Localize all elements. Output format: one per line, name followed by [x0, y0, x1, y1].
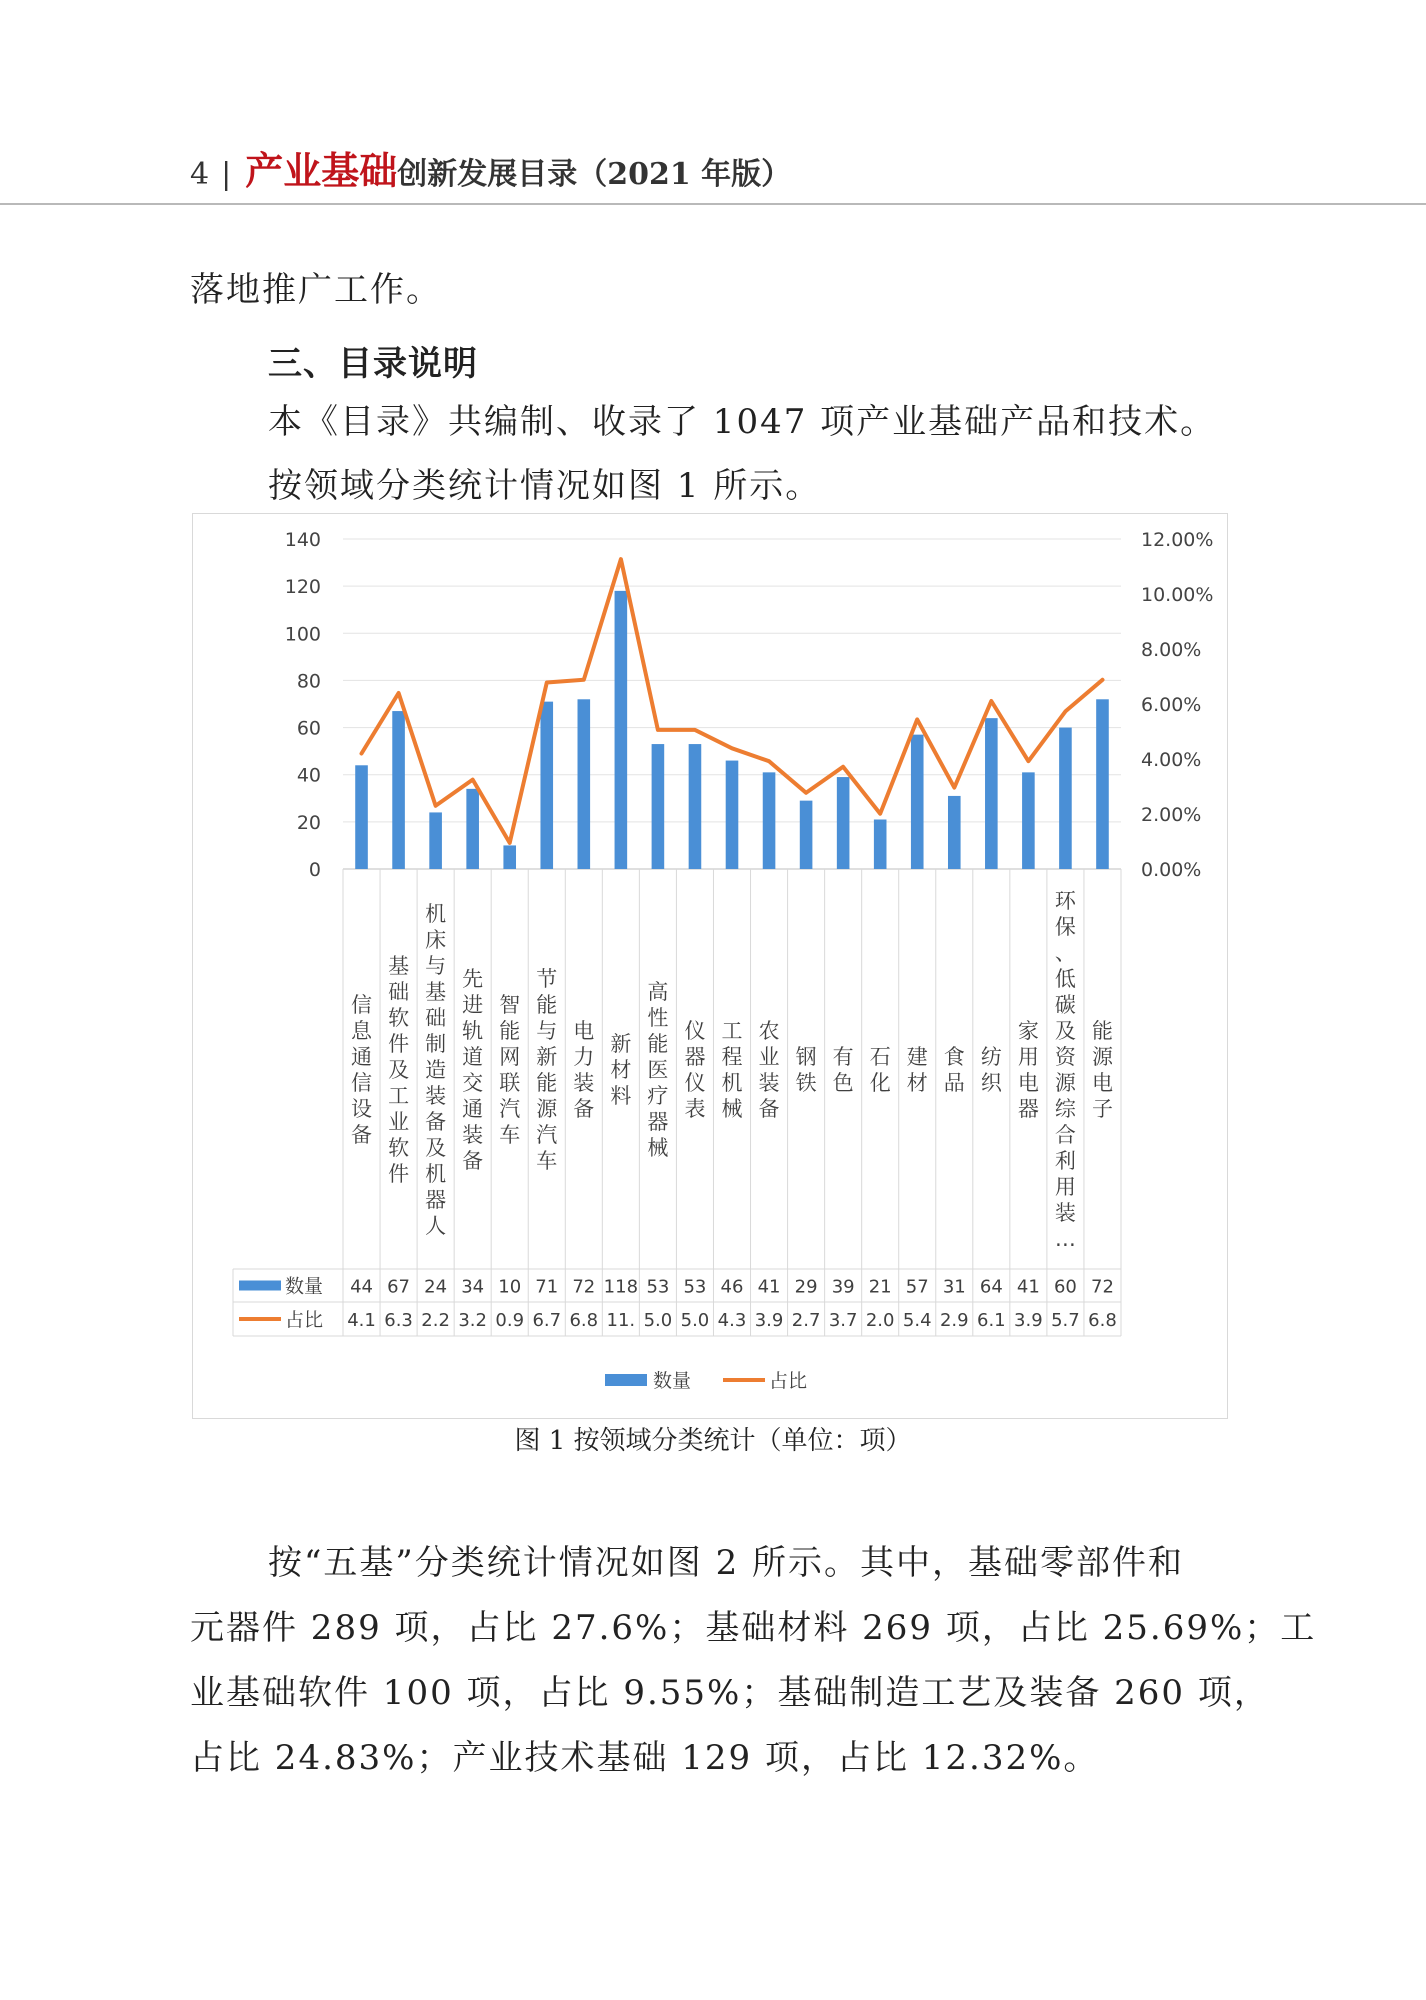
page-number: 4	[190, 157, 210, 192]
table-value-count: 118	[603, 1276, 639, 1298]
table-value-share: 6.8	[1088, 1310, 1117, 1331]
category-label: 智能网联汽车	[499, 993, 521, 1147]
y-left-tick-label: 140	[284, 529, 321, 551]
table-value-count: 71	[535, 1276, 559, 1298]
bar	[763, 772, 776, 869]
table-value-count: 53	[683, 1276, 707, 1298]
y-left-tick-label: 40	[296, 764, 321, 787]
category-label: 基础软件及工业软件	[388, 954, 410, 1186]
y-left-tick-label: 100	[284, 623, 321, 646]
table-value-share: 4.1	[347, 1310, 376, 1331]
table-series-name: 占比	[285, 1309, 324, 1331]
category-label: 工程机械	[721, 1019, 743, 1121]
table-series-name: 数量	[285, 1275, 324, 1298]
table-value-share: 6.3	[384, 1310, 413, 1331]
bar	[540, 702, 553, 869]
y-right-tick-label: 10.00%	[1141, 584, 1214, 606]
y-right-tick-label: 6.00%	[1141, 694, 1202, 716]
y-left-tick-label: 60	[296, 717, 321, 740]
category-label: 节能与新能源汽车	[536, 967, 558, 1173]
y-left-tick-label: 0	[308, 859, 321, 881]
category-label: 信息通信设备	[351, 993, 373, 1147]
category-label: 先进轨道交通装备	[462, 967, 484, 1173]
para2-line-2: 元器件 289 项，占比 27.6%；基础材料 269 项，占比 25.69%；工	[190, 1608, 1317, 1648]
category-label: 钢铁	[795, 1045, 817, 1095]
body-line-2: 本《目录》共编制、收录了 1047 项产业基础产品和技术。	[268, 402, 1217, 442]
body-line-1: 落地推广工作。	[190, 270, 442, 310]
legend-label: 数量	[653, 1370, 692, 1392]
table-value-count: 41	[1016, 1276, 1040, 1298]
header-rule	[0, 203, 1426, 205]
y-right-tick-label: 2.00%	[1141, 804, 1202, 826]
table-value-count: 39	[831, 1276, 855, 1298]
bar	[466, 789, 479, 869]
category-label: 农业装备	[758, 1019, 780, 1121]
table-value-count: 60	[1053, 1276, 1077, 1298]
bar	[689, 744, 702, 869]
legend-label: 占比	[769, 1370, 808, 1392]
page-header	[190, 140, 792, 193]
table-value-share: 6.1	[977, 1310, 1006, 1331]
bar	[578, 699, 591, 869]
chart-canvas	[193, 514, 1227, 1418]
section-title: 三、目录说明	[268, 344, 478, 384]
para2-line-3: 业基础软件 100 项，占比 9.55%；基础制造工艺及装备 260 项，	[190, 1673, 1270, 1713]
y-left-tick-label: 80	[296, 670, 321, 693]
category-label: 家用电器	[1017, 1019, 1039, 1121]
table-value-count: 31	[942, 1276, 966, 1298]
figure-caption: 图 1 按领域分类统计（单位：项）	[514, 1426, 912, 1456]
table-value-share: 5.0	[680, 1310, 710, 1331]
category-label: 环保、低碳及资源综合利用装…	[1054, 889, 1076, 1251]
table-value-share: 6.7	[532, 1310, 562, 1331]
category-label: 石化	[869, 1045, 891, 1095]
bar	[800, 801, 813, 869]
y-right-tick-label: 4.00%	[1141, 749, 1202, 771]
category-label: 有色	[832, 1045, 854, 1095]
bar	[1022, 772, 1035, 869]
category-label: 食品	[943, 1045, 965, 1095]
bar	[355, 765, 368, 869]
bar	[503, 845, 516, 869]
bar	[1059, 728, 1072, 869]
y-left-tick-label: 120	[284, 576, 321, 599]
table-value-count: 29	[794, 1276, 818, 1298]
category-label: 建材	[906, 1045, 928, 1095]
table-value-count: 21	[868, 1276, 892, 1298]
y-right-tick-label: 12.00%	[1141, 529, 1214, 551]
table-value-count: 72	[572, 1276, 596, 1298]
table-value-count: 53	[646, 1276, 670, 1298]
bar	[652, 744, 665, 869]
bar	[392, 711, 405, 869]
table-legend-key-bar	[239, 1281, 281, 1291]
table-value-count: 64	[979, 1276, 1003, 1298]
table-value-share: 2.9	[939, 1310, 969, 1331]
category-label: 能源电子	[1091, 1019, 1113, 1121]
category-label: 新材料	[610, 1032, 632, 1108]
y-left-tick-label: 20	[296, 811, 321, 834]
body-line-3: 按领域分类统计情况如图 1 所示。	[268, 466, 822, 506]
table-value-count: 10	[498, 1276, 522, 1298]
bar	[837, 777, 850, 869]
category-label: 仪器仪表	[684, 1019, 706, 1121]
table-value-share: 5.7	[1051, 1310, 1080, 1331]
table-value-share: 6.8	[569, 1310, 599, 1331]
y-right-tick-label: 0.00%	[1141, 859, 1202, 881]
table-value-count: 46	[720, 1276, 744, 1298]
category-label: 电力装备	[573, 1019, 595, 1121]
table-value-share: 3.2	[458, 1310, 487, 1331]
bar	[985, 718, 998, 869]
table-value-share: 3.9	[754, 1310, 784, 1331]
table-value-share: 3.7	[828, 1310, 858, 1331]
category-label: 机床与基础制造装备及机器人	[425, 902, 447, 1238]
figure-1-chart	[192, 513, 1228, 1419]
bar	[726, 761, 739, 869]
para2-line-4: 占比 24.83%；产业技术基础 129 项，占比 12.32%。	[190, 1738, 1100, 1778]
table-value-share: 0.9	[495, 1310, 525, 1331]
bar	[948, 796, 961, 869]
table-value-share: 5.0	[643, 1310, 673, 1331]
bar	[1096, 699, 1109, 869]
table-value-share: 2.7	[791, 1310, 821, 1331]
bar	[911, 735, 924, 869]
table-value-share: 3.9	[1014, 1310, 1043, 1331]
bar	[874, 820, 887, 870]
y-right-tick-label: 8.00%	[1141, 639, 1202, 661]
header-title-rest: 创新发展目录（2021 年版）	[397, 157, 792, 192]
table-value-count: 41	[757, 1276, 781, 1298]
category-label: 纺织	[980, 1045, 1002, 1095]
table-value-count: 67	[387, 1276, 411, 1298]
table-value-count: 34	[461, 1276, 485, 1298]
table-value-count: 57	[905, 1276, 929, 1298]
table-value-count: 72	[1091, 1276, 1114, 1298]
header-separator: |	[221, 157, 232, 192]
table-value-share: 11.	[606, 1310, 636, 1331]
table-value-share: 4.3	[717, 1310, 747, 1331]
bar	[615, 591, 628, 869]
category-label: 高性能医疗器械	[647, 980, 669, 1160]
table-value-count: 24	[424, 1276, 448, 1298]
header-title-highlight: 产业基础	[245, 148, 398, 193]
table-value-share: 2.0	[865, 1310, 895, 1331]
table-value-share: 2.2	[421, 1310, 450, 1331]
para2-line-1: 按“五基”分类统计情况如图 2 所示。其中，基础零部件和	[268, 1543, 1185, 1583]
legend-key-bar	[605, 1374, 647, 1386]
bar	[429, 812, 442, 869]
table-value-share: 5.4	[902, 1310, 932, 1331]
table-value-count: 44	[350, 1276, 373, 1298]
